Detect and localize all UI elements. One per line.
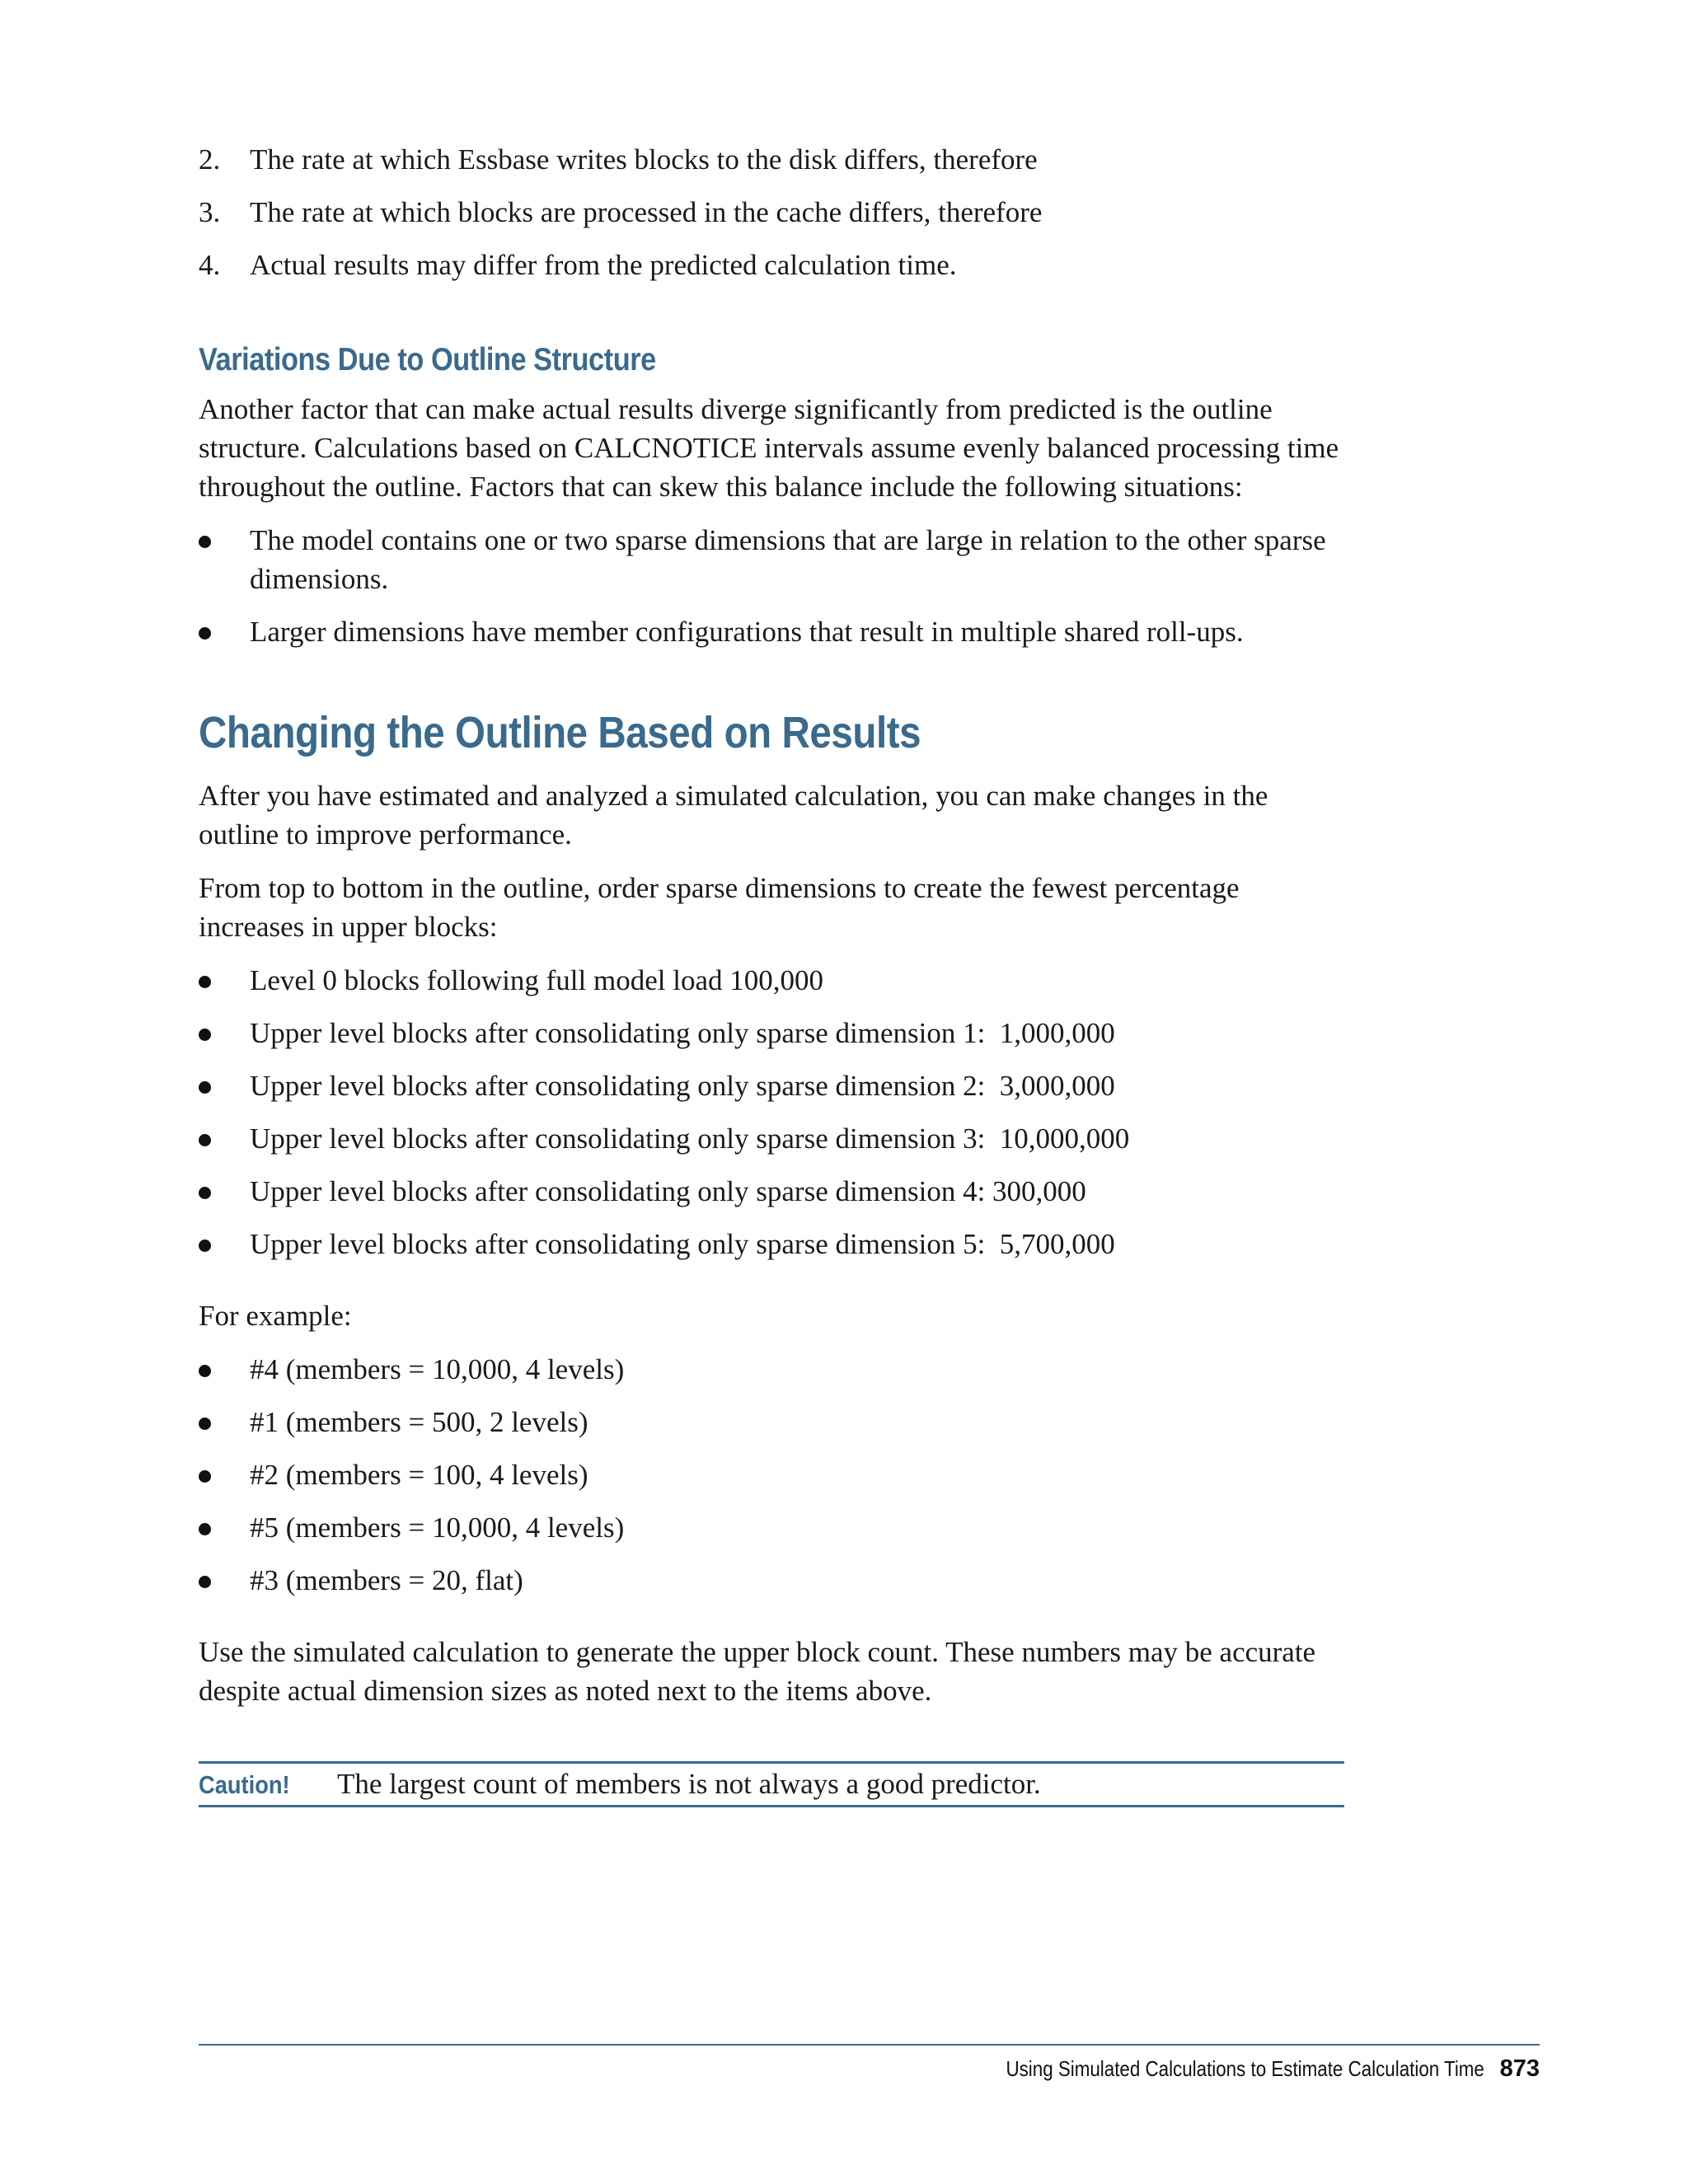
list-item xyxy=(199,1225,1344,1263)
list-item-text: Upper level blocks after consolidating only sparse dimension 1: 1,000,000 xyxy=(250,1017,1115,1049)
item-number: 2. xyxy=(199,143,221,176)
list-item-text: #1 (members = 500, 2 levels) xyxy=(250,1406,588,1438)
numbered-item xyxy=(199,193,1344,232)
footer-title: Using Simulated Calculations to Estimate Calculation Time xyxy=(1006,2056,1485,2081)
list-item-text: Upper level blocks after consolidating only sparse dimension 3: 10,000,000 xyxy=(250,1122,1130,1155)
list-item xyxy=(199,612,1344,651)
list-item xyxy=(199,1119,1344,1158)
item-text: Actual results may differ from the predicted calculation time. xyxy=(250,249,957,281)
list-item-text: Level 0 blocks following full model load 100,000 xyxy=(250,964,824,996)
bullet-icon xyxy=(199,1240,211,1252)
numbered-item xyxy=(199,246,1344,284)
page-number: 873 xyxy=(1499,2055,1540,2082)
example-bullet-list xyxy=(199,1350,1344,1600)
bullet-icon xyxy=(199,1523,211,1535)
list-item-text: The model contains one or two sparse dimensions that are large in relation to the other sparse dimensions. xyxy=(250,524,1326,595)
list-item xyxy=(199,1014,1344,1052)
list-item xyxy=(199,1403,1344,1441)
page-content xyxy=(199,140,1344,1807)
example-intro: For example: xyxy=(199,1300,352,1332)
item-text: The rate at which blocks are processed in the cache differs, therefore xyxy=(250,196,1043,228)
footer-content xyxy=(928,2055,1540,2083)
bullet-icon xyxy=(199,1470,211,1483)
list-item xyxy=(199,1561,1344,1600)
list-item xyxy=(199,1350,1344,1389)
item-number: 4. xyxy=(199,249,221,281)
caution-text: The largest count of members is not always a good predictor. xyxy=(337,1768,1041,1800)
bullet-icon xyxy=(199,536,211,548)
list-item-text: Larger dimensions have member configurations that result in multiple shared roll-ups. xyxy=(250,616,1244,648)
bullet-icon xyxy=(199,1134,211,1146)
numbered-item xyxy=(199,140,1344,179)
list-item-text: #5 (members = 10,000, 4 levels) xyxy=(250,1511,625,1544)
bullet-icon xyxy=(199,1029,211,1041)
list-item xyxy=(199,1508,1344,1547)
bullet-icon xyxy=(199,976,211,988)
section-heading-changing: Changing the Outline Based on Results xyxy=(199,708,921,757)
bullet-icon xyxy=(199,627,211,640)
bullet-icon xyxy=(199,1187,211,1199)
list-item-text: Upper level blocks after consolidating only sparse dimension 4: 300,000 xyxy=(250,1175,1086,1207)
bullet-icon xyxy=(199,1576,211,1588)
variations-bullet-list xyxy=(199,521,1344,651)
list-item-text: #2 (members = 100, 4 levels) xyxy=(250,1459,588,1491)
list-item-text: #3 (members = 20, flat) xyxy=(250,1564,523,1596)
bullet-icon xyxy=(199,1365,211,1377)
variations-paragraph: Another factor that can make actual results diverge significantly from predicted is the outline structure. Calculations based on CALCNOTICE intervals assume evenly balanced processing time throughout the outline. Factors that can skew this balance include the following situations: xyxy=(199,393,1339,503)
page-footer xyxy=(199,2044,1540,2082)
list-item xyxy=(199,521,1344,598)
item-number: 3. xyxy=(199,196,221,228)
bullet-icon xyxy=(199,1418,211,1430)
caution-note xyxy=(199,1761,1344,1807)
list-item xyxy=(199,1455,1344,1494)
list-item xyxy=(199,1066,1344,1105)
numbered-list xyxy=(199,140,1344,284)
bullet-icon xyxy=(199,1081,211,1094)
changing-paragraph-3: Use the simulated calculation to generate the upper block count. These numbers may be accurate despite actual dimension sizes as noted next to the items above. xyxy=(199,1636,1316,1707)
changing-paragraph-2: From top to bottom in the outline, order sparse dimensions to create the fewest percentage increases in upper blocks: xyxy=(199,872,1240,943)
list-item xyxy=(199,1172,1344,1211)
list-item-text: #4 (members = 10,000, 4 levels) xyxy=(250,1353,625,1385)
section-heading-variations: Variations Due to Outline Structure xyxy=(199,342,656,377)
caution-label: Caution! xyxy=(199,1770,290,1799)
list-item-text: Upper level blocks after consolidating only sparse dimension 5: 5,700,000 xyxy=(250,1228,1115,1260)
item-text: The rate at which Essbase writes blocks to the disk differs, therefore xyxy=(250,143,1038,176)
changing-paragraph-1: After you have estimated and analyzed a simulated calculation, you can make changes in the outline to improve performance. xyxy=(199,780,1268,851)
upper-blocks-bullet-list xyxy=(199,961,1344,1263)
list-item-text: Upper level blocks after consolidating only sparse dimension 2: 3,000,000 xyxy=(250,1070,1115,1102)
list-item xyxy=(199,961,1344,1000)
